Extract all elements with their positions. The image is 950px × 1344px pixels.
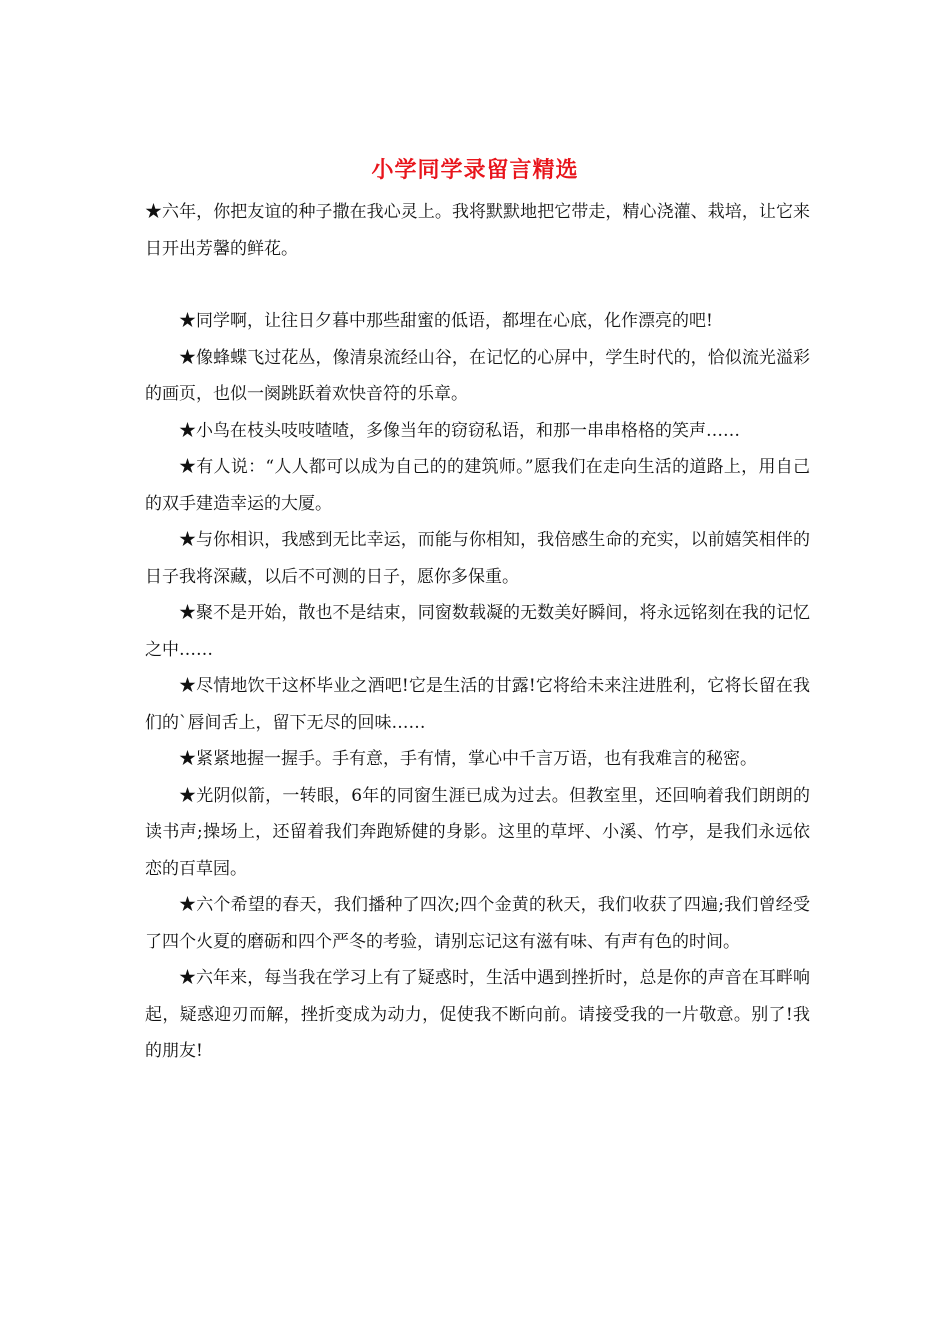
paragraph-6: ★与你相识，我感到无比幸运，而能与你相知，我倍感生命的充实，以前嬉笑相伴的日子我将深藏，以后不可测的日子，愿你多保重。 [145,530,810,587]
paragraph-1: ★六年，你把友谊的种子撒在我心灵上。我将默默地把它带走，精心浇灌、栽培，让它来日开出芳馨的鲜花。 [145,202,810,259]
document-body [145,194,810,1070]
paragraph-12: ★六年来，每当我在学习上有了疑惑时，生活中遇到挫折时，总是你的声音在耳畔响起，疑惑迎刃而解，挫折变成为动力，促使我不断向前。请接受我的一片敬意。别了!我的朋友! [145,968,810,1061]
paragraph-5: ★有人说：“人人都可以成为自己的的建筑师。”愿我们在走向生活的道路上，用自己的双手建造幸运的大厦。 [145,457,810,514]
paragraph-3: ★像蜂蝶飞过花丛，像清泉流经山谷，在记忆的心屏中，学生时代的，恰似流光溢彩的画页，也似一阕跳跃着欢快音符的乐章。 [145,347,810,404]
paragraph-10: ★光阴似箭，一转眼，6年的同窗生涯已成为过去。但教室里，还回响着我们朗朗的读书声;操场上，还留着我们奔跑矫健的身影。这里的草坪、小溪、竹亭，是我们永远依恋的百草园。 [145,785,810,879]
paragraph-9: ★紧紧地握一握手。手有意，手有情，掌心中千言万语，也有我难言的秘密。 [179,749,757,769]
paragraph-11: ★六个希望的春天，我们播种了四次;四个金黄的秋天，我们收获了四遍;我们曾经受了四个火夏的磨砺和四个严冬的考验，请别忘记这有滋有味、有声有色的时间。 [145,895,810,952]
document-title: 小学同学录留言精选 [371,157,579,183]
paragraph-4: ★小鸟在枝头吱吱喳喳，多像当年的窃窃私语，和那一串串格格的笑声…… [179,420,740,441]
paragraph-2: ★同学啊，让往日夕暮中那些甜蜜的低语，都埋在心底，化作漂亮的吧! [179,311,713,331]
paragraph-7: ★聚不是开始，散也不是结束，同窗数载凝的无数美好瞬间，将永远铭刻在我的记忆之中…… [145,603,810,660]
paragraph-8: ★尽情地饮干这杯毕业之酒吧!它是生活的甘露!它将给未来注进胜利，它将长留在我们的`唇间舌上，留下无尽的回味…… [145,676,810,733]
